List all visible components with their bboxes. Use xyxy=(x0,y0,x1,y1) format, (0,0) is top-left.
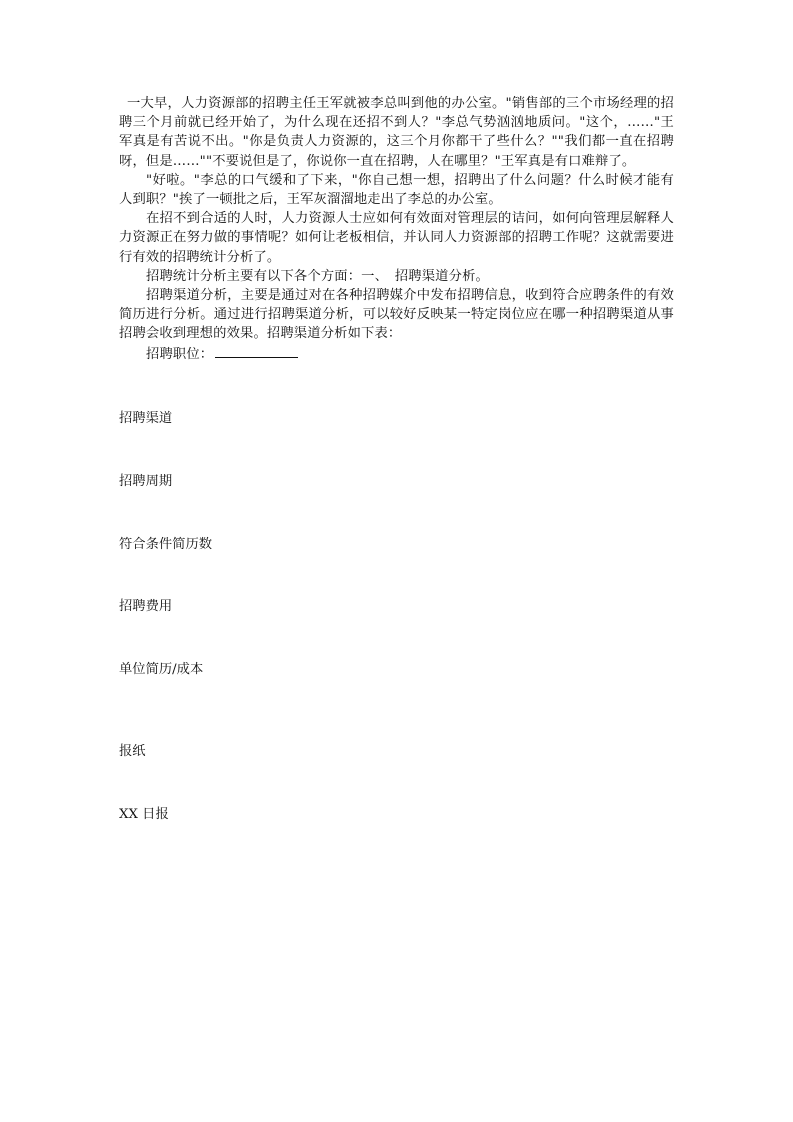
header-cycle: 招聘周期 xyxy=(119,474,173,489)
position-blank xyxy=(215,344,298,358)
paragraph-aspects: 招聘统计分析主要有以下各个方面：一、 招聘渠道分析。 xyxy=(146,268,489,284)
header-cost: 招聘费用 xyxy=(119,599,173,614)
position-field xyxy=(119,344,674,364)
row-newspaper: 报纸 xyxy=(119,744,146,759)
document-body xyxy=(119,94,674,364)
paragraph-question: 在招不到合适的人时，人力资源人士应如何有效面对管理层的诘问，如何向管理层解释人力资源正在努力做的事情呢？如何让老板相信，并认同人力资源部的招聘工作呢？这就需要进行有效的招聘统计分析了。 xyxy=(119,211,674,265)
header-cost-per-resume: 单位简历/成本 xyxy=(119,662,204,677)
paragraph-intro: 一大早，人力资源部的招聘主任王军就被李总叫到他的办公室。"销售部的三个市场经理的招聘三个月前就已经开始了，为什么现在还招不到人？"李总气势汹汹地质问。"这个，……"王军真是有苦说不出。"你是负责人力资源的，这三个月你都干了些什么？""我们都一直在招聘呀，但是……""不要说但是了，你说你一直在招聘，人在哪里？"王军真是有口难辩了。 xyxy=(119,96,674,169)
paragraph-channel-analysis: 招聘渠道分析，主要是通过对在各种招聘媒介中发布招聘信息，收到符合应聘条件的有效简历进行分析。通过进行招聘渠道分析，可以较好反映某一特定岗位应在哪一种招聘渠道从事招聘会收到理想的效果。招聘渠道分析如下表： xyxy=(119,288,674,342)
row-xx-daily: XX 日报 xyxy=(119,807,169,822)
position-label: 招聘职位： xyxy=(146,346,214,362)
header-channel: 招聘渠道 xyxy=(119,411,173,426)
paragraph-dialogue: "好啦。"李总的口气缓和了下来，"你自己想一想，招聘出了什么问题？什么时候才能有人到职？"挨了一顿批之后，王军灰溜溜地走出了李总的办公室。 xyxy=(119,172,674,208)
header-qualified-resumes: 符合条件简历数 xyxy=(119,537,213,552)
